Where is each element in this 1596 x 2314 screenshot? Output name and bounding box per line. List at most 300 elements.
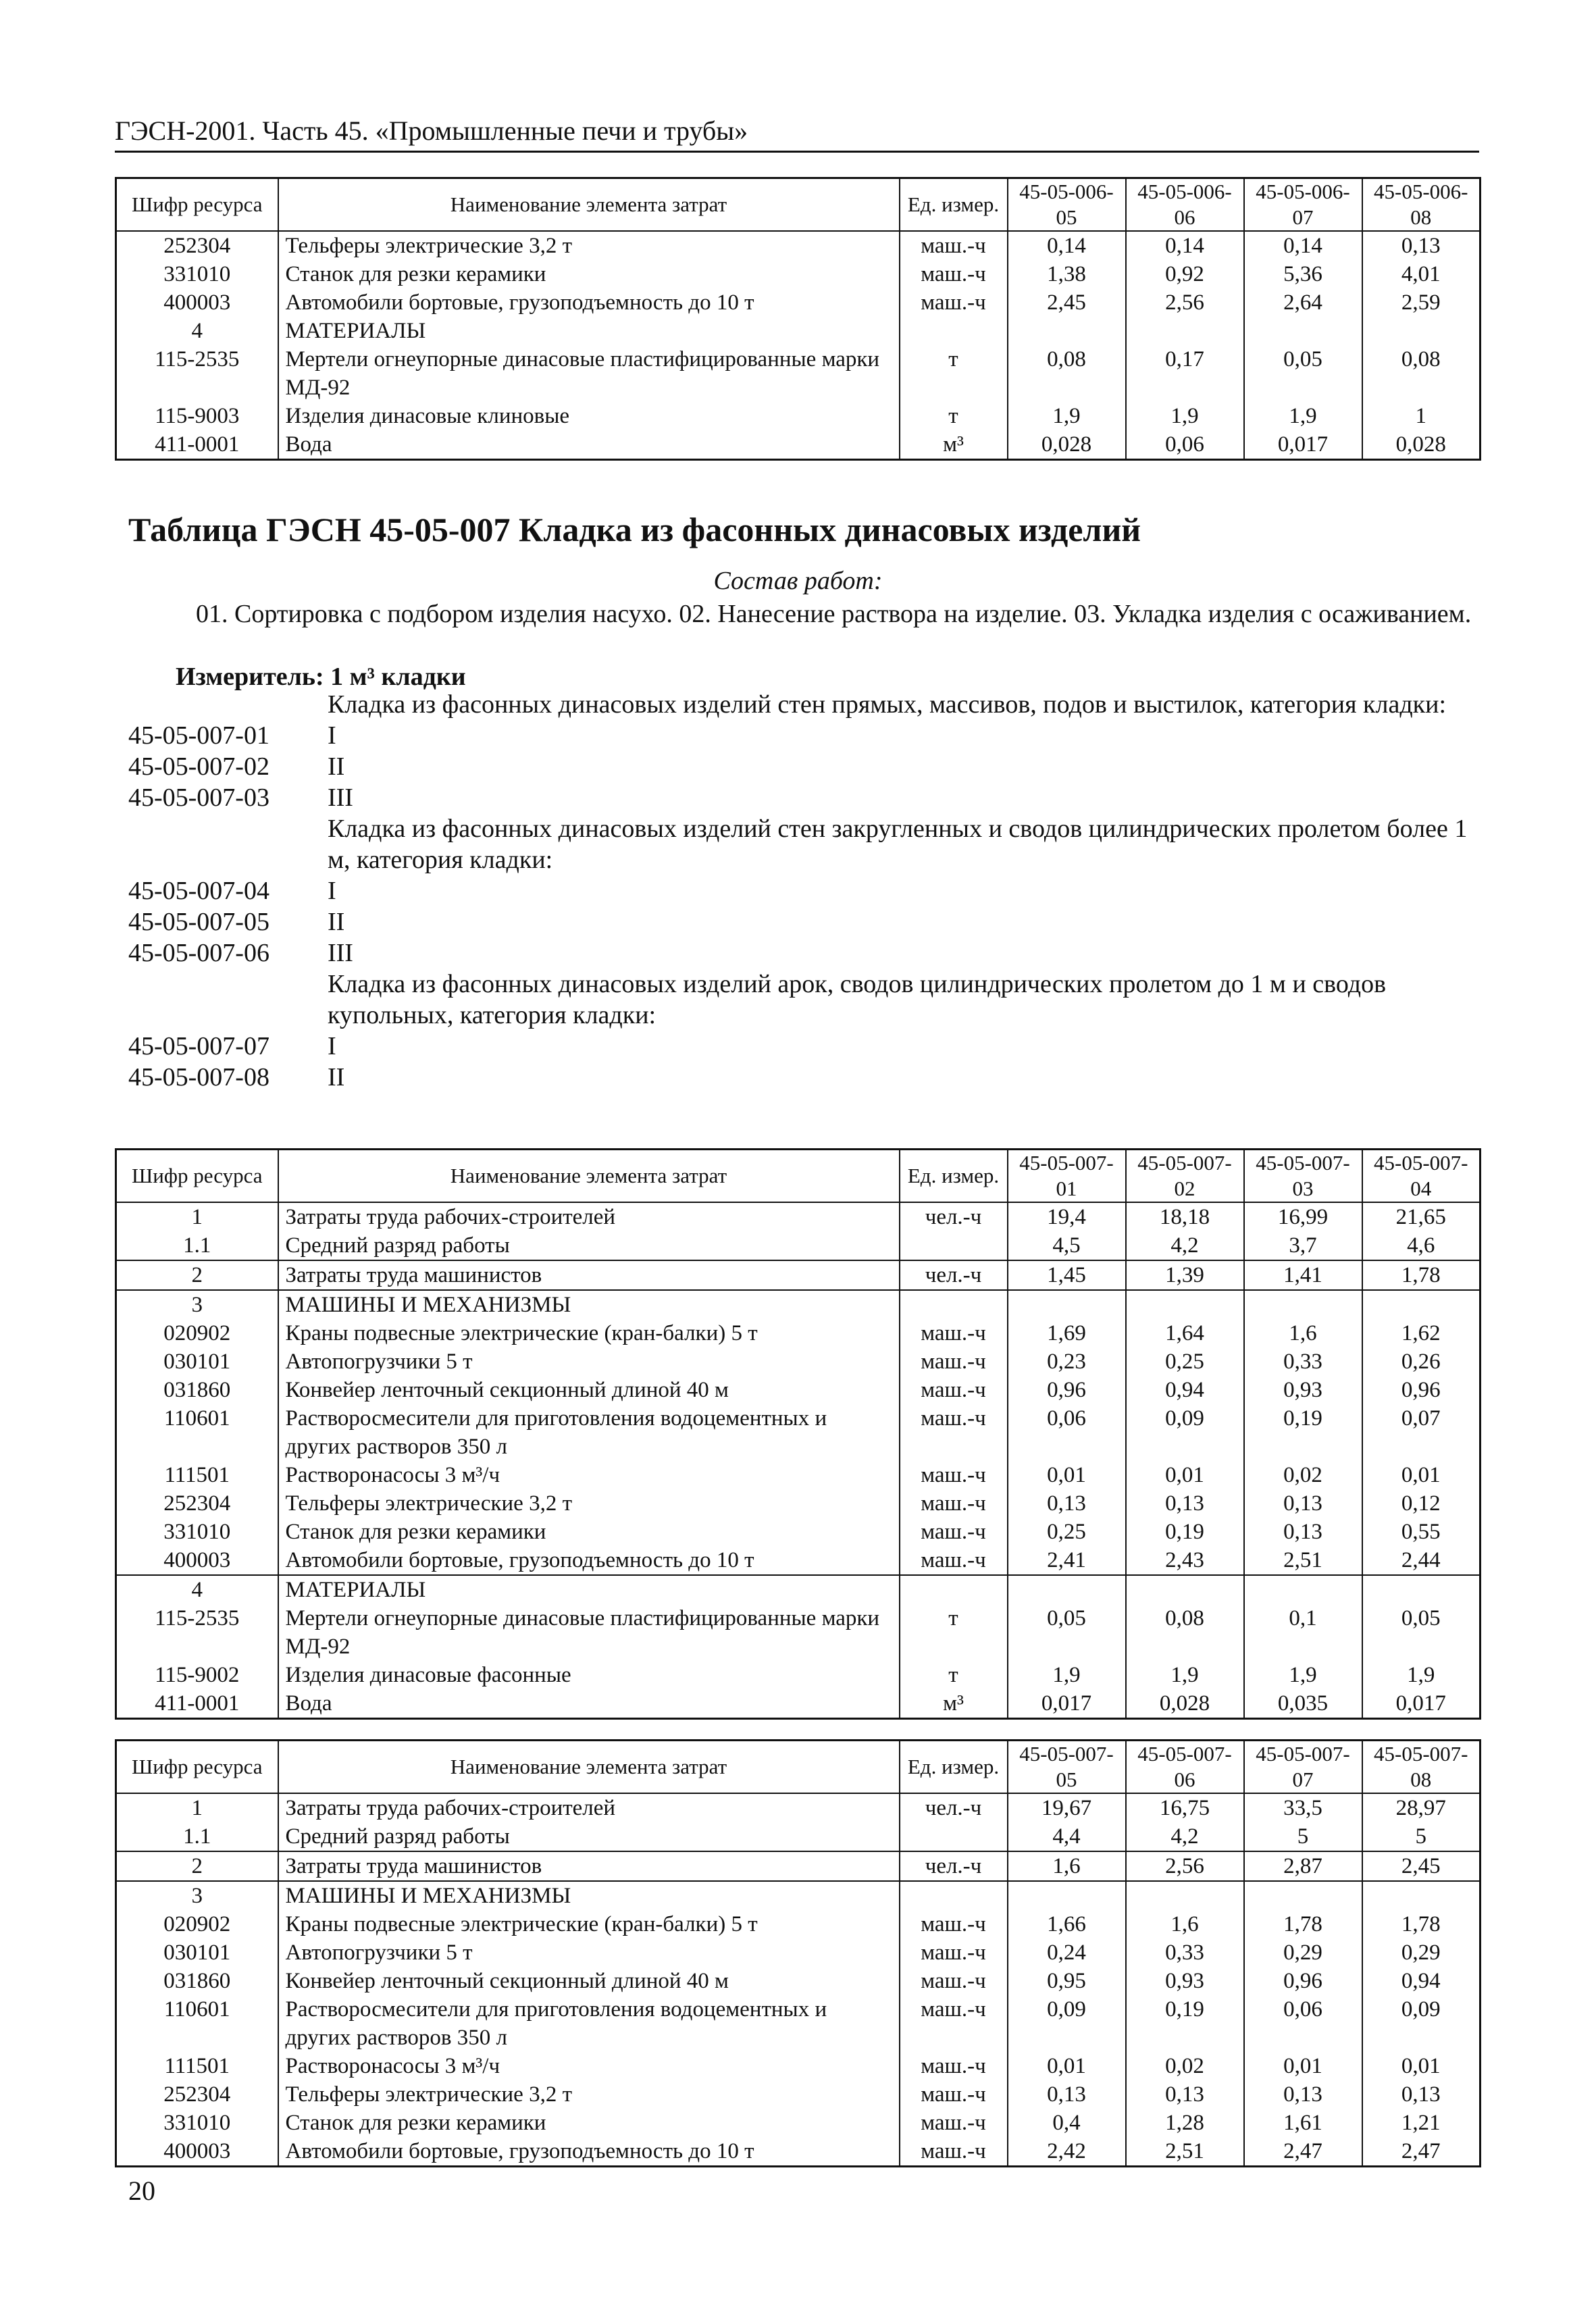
cell-value: 0,13 xyxy=(1126,1489,1244,1518)
norm-list xyxy=(128,689,1472,1093)
cell-code: 020902 xyxy=(116,1319,278,1347)
cell-value: 0,09 xyxy=(1362,1995,1481,2052)
cell-value: 1,21 xyxy=(1362,2109,1481,2137)
cell-code: 252304 xyxy=(116,1489,278,1518)
cell-code: 030101 xyxy=(116,1938,278,1967)
table-row xyxy=(116,1851,1481,1881)
norm-code: 45-05-007-08 xyxy=(128,1063,269,1091)
cell-value: 0,29 xyxy=(1362,1938,1481,1967)
table-row xyxy=(116,1995,1481,2052)
work-composition-text: 01. Сортировка с подбором изделия насухо. 02. Нанесение раствора на изделие. 03. Укладка изделия с осаживанием. xyxy=(196,600,1472,628)
cell-value: 19,67 xyxy=(1008,1793,1126,1822)
cell-name: Конвейер ленточный секционный длиной 40 м xyxy=(278,1967,900,1995)
cell-name: Средний разряд работы xyxy=(278,1231,900,1260)
cell-value: 2,51 xyxy=(1126,2137,1244,2167)
cell-value xyxy=(1362,317,1481,345)
table-row xyxy=(116,1793,1481,1822)
cell-unit: маш.-ч xyxy=(900,2109,1008,2137)
cell-name: Растворосмесители для приготовления водоцементных и других растворов 350 л xyxy=(278,1995,900,2052)
cell-value: 1,28 xyxy=(1126,2109,1244,2137)
cell-value: 0,93 xyxy=(1244,1376,1362,1404)
cell-value: 18,18 xyxy=(1126,1202,1244,1231)
table-row xyxy=(116,1518,1481,1546)
cell-unit: маш.-ч xyxy=(900,231,1008,260)
cell-value xyxy=(1244,1575,1362,1604)
table-row xyxy=(116,1404,1481,1461)
cell-unit: маш.-ч xyxy=(900,1404,1008,1461)
header-norm-code: 45-05-007-08 xyxy=(1362,1741,1481,1794)
cell-name: Тельферы электрические 3,2 т xyxy=(278,2080,900,2109)
cell-value: 1,78 xyxy=(1362,1260,1481,1290)
cell-value: 0,07 xyxy=(1362,1404,1481,1461)
table-row xyxy=(116,1319,1481,1347)
cell-value: 2,45 xyxy=(1362,1851,1481,1881)
cell-name: Затраты труда машинистов xyxy=(278,1851,900,1881)
cell-value: 0,017 xyxy=(1362,1689,1481,1719)
table-row xyxy=(116,1881,1481,1910)
page-number: 20 xyxy=(128,2176,155,2206)
cell-value: 0,29 xyxy=(1244,1938,1362,1967)
cell-value: 1,6 xyxy=(1008,1851,1126,1881)
table-row xyxy=(116,1489,1481,1518)
cell-unit: маш.-ч xyxy=(900,288,1008,317)
cell-value: 0,26 xyxy=(1362,1347,1481,1376)
norm-category: I xyxy=(328,1032,336,1060)
header-norm-code: 45-05-007-06 xyxy=(1126,1741,1244,1794)
cell-unit xyxy=(900,1822,1008,1851)
cell-value: 0,55 xyxy=(1362,1518,1481,1546)
cell-name: Тельферы электрические 3,2 т xyxy=(278,1489,900,1518)
cell-name: Растворосмесители для приготовления водоцементных и других растворов 350 л xyxy=(278,1404,900,1461)
norm-row xyxy=(128,875,1472,906)
cell-code: 1.1 xyxy=(116,1231,278,1260)
table-row xyxy=(116,1202,1481,1231)
cell-value: 0,94 xyxy=(1126,1376,1244,1404)
header-norm-code: 45-05-006-06 xyxy=(1126,178,1244,232)
norm-category: III xyxy=(328,939,353,967)
header-norm-code: 45-05-007-07 xyxy=(1244,1741,1362,1794)
cell-name: Краны подвесные электрические (кран-балки) 5 т xyxy=(278,1319,900,1347)
unit-of-measure: Измеритель: 1 м³ кладки xyxy=(176,663,466,691)
cell-value: 1,41 xyxy=(1244,1260,1362,1290)
table-row xyxy=(116,1822,1481,1851)
cell-name: Тельферы электрические 3,2 т xyxy=(278,231,900,260)
running-head: ГЭСН-2001. Часть 45. «Промышленные печи и трубы» xyxy=(115,115,1479,153)
cell-value: 0,13 xyxy=(1362,2080,1481,2109)
cell-code: 331010 xyxy=(116,260,278,288)
cell-value: 1,9 xyxy=(1008,1661,1126,1689)
cell-value: 5 xyxy=(1362,1822,1481,1851)
cell-value xyxy=(1126,1290,1244,1319)
table-title: Таблица ГЭСН 45-05-007 Кладка из фасонных динасовых изделий xyxy=(128,511,1141,548)
cell-unit: маш.-ч xyxy=(900,1910,1008,1938)
cell-unit: маш.-ч xyxy=(900,2080,1008,2109)
cell-name: Станок для резки керамики xyxy=(278,260,900,288)
cell-unit: маш.-ч xyxy=(900,1518,1008,1546)
norm-category: I xyxy=(328,877,336,905)
cell-unit: маш.-ч xyxy=(900,1319,1008,1347)
norm-category: III xyxy=(328,783,353,812)
cell-value: 0,96 xyxy=(1244,1967,1362,1995)
cell-value: 0,017 xyxy=(1008,1689,1126,1719)
cell-value: 0,19 xyxy=(1244,1404,1362,1461)
cell-unit xyxy=(900,1881,1008,1910)
cell-name: Вода xyxy=(278,430,900,460)
norm-group-description: Кладка из фасонных динасовых изделий стен прямых, массивов, подов и выстилок, категория кладки: xyxy=(328,690,1447,719)
cell-value: 0,028 xyxy=(1126,1689,1244,1719)
cell-value: 0,08 xyxy=(1126,1604,1244,1661)
table-row xyxy=(116,1461,1481,1489)
norm-category: II xyxy=(328,752,345,781)
cell-value: 0,13 xyxy=(1362,231,1481,260)
cell-code: 030101 xyxy=(116,1347,278,1376)
cell-code: 111501 xyxy=(116,1461,278,1489)
cell-value: 0,01 xyxy=(1008,1461,1126,1489)
cell-value: 0,01 xyxy=(1008,2052,1126,2080)
table-row xyxy=(116,1376,1481,1404)
cell-value xyxy=(1008,317,1126,345)
header-code: Шифр ресурса xyxy=(116,1741,278,1794)
cell-value: 0,05 xyxy=(1008,1604,1126,1661)
cell-unit: маш.-ч xyxy=(900,1938,1008,1967)
header-name: Наименование элемента затрат xyxy=(278,1150,900,1203)
cell-code: 031860 xyxy=(116,1376,278,1404)
cell-value: 0,23 xyxy=(1008,1347,1126,1376)
table-row xyxy=(116,1546,1481,1575)
cell-unit: т xyxy=(900,1661,1008,1689)
cell-value: 0,96 xyxy=(1008,1376,1126,1404)
cell-value: 4,2 xyxy=(1126,1822,1244,1851)
cell-unit xyxy=(900,317,1008,345)
table-row xyxy=(116,402,1481,430)
cell-value: 1,9 xyxy=(1126,402,1244,430)
cell-value: 0,06 xyxy=(1126,430,1244,460)
cell-value: 0,1 xyxy=(1244,1604,1362,1661)
cell-code: 115-9003 xyxy=(116,402,278,430)
cell-code: 115-2535 xyxy=(116,1604,278,1661)
header-norm-code: 45-05-007-03 xyxy=(1244,1150,1362,1203)
cell-unit: т xyxy=(900,402,1008,430)
cell-value xyxy=(1008,1575,1126,1604)
cell-value: 0,06 xyxy=(1008,1404,1126,1461)
cell-code: 411-0001 xyxy=(116,430,278,460)
cell-name: Изделия динасовые фасонные xyxy=(278,1661,900,1689)
cell-value: 0,05 xyxy=(1362,1604,1481,1661)
cell-code: 331010 xyxy=(116,1518,278,1546)
cell-name: МАШИНЫ И МЕХАНИЗМЫ xyxy=(278,1881,900,1910)
table-row xyxy=(116,1290,1481,1319)
cell-value: 33,5 xyxy=(1244,1793,1362,1822)
cell-name: Автопогрузчики 5 т xyxy=(278,1347,900,1376)
cell-name: Станок для резки керамики xyxy=(278,1518,900,1546)
cell-value: 2,42 xyxy=(1008,2137,1126,2167)
header-name: Наименование элемента затрат xyxy=(278,1741,900,1794)
cell-value: 5 xyxy=(1244,1822,1362,1851)
cell-value xyxy=(1008,1290,1126,1319)
cell-unit: т xyxy=(900,1604,1008,1661)
cell-value: 4,5 xyxy=(1008,1231,1126,1260)
cell-unit: маш.-ч xyxy=(900,1461,1008,1489)
cell-value: 1,38 xyxy=(1008,260,1126,288)
norm-row xyxy=(128,1031,1472,1062)
cell-value: 1,45 xyxy=(1008,1260,1126,1290)
cell-unit xyxy=(900,1290,1008,1319)
cell-code: 2 xyxy=(116,1260,278,1290)
cell-value: 0,05 xyxy=(1244,345,1362,402)
table-row xyxy=(116,2109,1481,2137)
cell-code: 411-0001 xyxy=(116,1689,278,1719)
cell-code: 252304 xyxy=(116,231,278,260)
table-row xyxy=(116,317,1481,345)
work-composition-heading: Состав работ: xyxy=(713,567,883,595)
cell-code: 331010 xyxy=(116,2109,278,2137)
norm-row xyxy=(128,720,1472,751)
cell-code: 1.1 xyxy=(116,1822,278,1851)
table-row xyxy=(116,260,1481,288)
table-row xyxy=(116,2137,1481,2167)
cell-code: 111501 xyxy=(116,2052,278,2080)
table-row xyxy=(116,1231,1481,1260)
cell-value: 0,01 xyxy=(1362,2052,1481,2080)
norm-category: II xyxy=(328,1063,345,1091)
cell-code: 4 xyxy=(116,1575,278,1604)
norm-category: II xyxy=(328,908,345,936)
cell-name: Затраты труда рабочих-строителей xyxy=(278,1202,900,1231)
cell-name: Растворонасосы 3 м³/ч xyxy=(278,1461,900,1489)
cell-code: 400003 xyxy=(116,2137,278,2167)
cell-value: 1,6 xyxy=(1126,1910,1244,1938)
cell-name: Автомобили бортовые, грузоподъемность до 10 т xyxy=(278,2137,900,2167)
header-norm-code: 45-05-006-08 xyxy=(1362,178,1481,232)
norm-code: 45-05-007-01 xyxy=(128,721,269,750)
cell-value: 2,64 xyxy=(1244,288,1362,317)
cell-value xyxy=(1362,1290,1481,1319)
norm-code: 45-05-007-05 xyxy=(128,908,269,936)
cell-code: 400003 xyxy=(116,1546,278,1575)
cell-name: Мертели огнеупорные динасовые пластифицированные марки МД-92 xyxy=(278,345,900,402)
cell-unit: маш.-ч xyxy=(900,1489,1008,1518)
cell-value: 1,9 xyxy=(1008,402,1126,430)
cell-value: 1,61 xyxy=(1244,2109,1362,2137)
cell-value: 1,9 xyxy=(1362,1661,1481,1689)
cell-value: 1,62 xyxy=(1362,1319,1481,1347)
cell-value: 0,17 xyxy=(1126,345,1244,402)
header-norm-code: 45-05-006-05 xyxy=(1008,178,1126,232)
cell-unit: маш.-ч xyxy=(900,1967,1008,1995)
cell-code: 252304 xyxy=(116,2080,278,2109)
cell-value: 1,69 xyxy=(1008,1319,1126,1347)
cell-unit: маш.-ч xyxy=(900,1376,1008,1404)
cell-unit: маш.-ч xyxy=(900,1995,1008,2052)
cell-unit: маш.-ч xyxy=(900,1347,1008,1376)
cell-value: 0,13 xyxy=(1244,1518,1362,1546)
cell-value: 0,12 xyxy=(1362,1489,1481,1518)
cell-value: 0,09 xyxy=(1008,1995,1126,2052)
cell-value: 1,78 xyxy=(1244,1910,1362,1938)
cell-value: 0,94 xyxy=(1362,1967,1481,1995)
cell-value: 0,33 xyxy=(1126,1938,1244,1967)
table-row xyxy=(116,1661,1481,1689)
norm-code: 45-05-007-02 xyxy=(128,752,269,781)
cell-name: Изделия динасовые клиновые xyxy=(278,402,900,430)
cell-value: 0,25 xyxy=(1008,1518,1126,1546)
cell-name: Средний разряд работы xyxy=(278,1822,900,1851)
norm-category: I xyxy=(328,721,336,750)
header-code: Шифр ресурса xyxy=(116,1150,278,1203)
header-norm-code: 45-05-007-01 xyxy=(1008,1150,1126,1203)
cell-value: 0,02 xyxy=(1244,1461,1362,1489)
cell-code: 110601 xyxy=(116,1404,278,1461)
cell-name: Затраты труда машинистов xyxy=(278,1260,900,1290)
header-unit: Ед. измер. xyxy=(900,1150,1008,1203)
cell-value: 0,09 xyxy=(1126,1404,1244,1461)
cell-value: 0,19 xyxy=(1126,1518,1244,1546)
norm-row xyxy=(128,906,1472,937)
table-row xyxy=(116,1967,1481,1995)
table-row xyxy=(116,2080,1481,2109)
header-norm-code: 45-05-007-05 xyxy=(1008,1741,1126,1794)
cell-name: МАТЕРИАЛЫ xyxy=(278,1575,900,1604)
cell-value xyxy=(1244,1290,1362,1319)
table-row xyxy=(116,1910,1481,1938)
cell-value: 4,6 xyxy=(1362,1231,1481,1260)
cell-value: 0,13 xyxy=(1244,2080,1362,2109)
table-row xyxy=(116,1347,1481,1376)
cell-value: 0,95 xyxy=(1008,1967,1126,1995)
table-row xyxy=(116,1260,1481,1290)
cell-value: 0,01 xyxy=(1244,2052,1362,2080)
cell-value: 0,02 xyxy=(1126,2052,1244,2080)
cell-code: 020902 xyxy=(116,1910,278,1938)
header-norm-code: 45-05-007-02 xyxy=(1126,1150,1244,1203)
cell-code: 3 xyxy=(116,1290,278,1319)
cell-value: 4,2 xyxy=(1126,1231,1244,1260)
norm-code: 45-05-007-07 xyxy=(128,1032,269,1060)
cell-value: 2,44 xyxy=(1362,1546,1481,1575)
cell-unit: чел.-ч xyxy=(900,1851,1008,1881)
cell-value: 16,75 xyxy=(1126,1793,1244,1822)
cell-unit: м³ xyxy=(900,430,1008,460)
cell-name: МАТЕРИАЛЫ xyxy=(278,317,900,345)
cell-value: 0,13 xyxy=(1008,1489,1126,1518)
cell-code: 2 xyxy=(116,1851,278,1881)
cell-unit: маш.-ч xyxy=(900,1546,1008,1575)
cell-value: 28,97 xyxy=(1362,1793,1481,1822)
cell-name: МАШИНЫ И МЕХАНИЗМЫ xyxy=(278,1290,900,1319)
cell-value: 0,13 xyxy=(1008,2080,1126,2109)
cell-value: 1,64 xyxy=(1126,1319,1244,1347)
cell-value: 0,14 xyxy=(1244,231,1362,260)
cell-value xyxy=(1362,1881,1481,1910)
table-row xyxy=(116,345,1481,402)
cell-unit xyxy=(900,1231,1008,1260)
cell-value: 1,39 xyxy=(1126,1260,1244,1290)
norm-row xyxy=(128,1062,1472,1093)
cell-value: 0,017 xyxy=(1244,430,1362,460)
norm-code: 45-05-007-03 xyxy=(128,783,269,812)
cell-value: 0,96 xyxy=(1362,1376,1481,1404)
cell-value xyxy=(1362,1575,1481,1604)
cell-value: 1,66 xyxy=(1008,1910,1126,1938)
cell-value: 1,9 xyxy=(1244,1661,1362,1689)
cell-value: 0,01 xyxy=(1126,1461,1244,1489)
cell-name: Вода xyxy=(278,1689,900,1719)
norm-group-description: Кладка из фасонных динасовых изделий арок, сводов цилиндрических пролетом до 1 м и сводов купольных, категория кладки: xyxy=(328,970,1387,1029)
cell-value: 21,65 xyxy=(1362,1202,1481,1231)
cell-name: Краны подвесные электрические (кран-балки) 5 т xyxy=(278,1910,900,1938)
table-row xyxy=(116,1604,1481,1661)
cell-value xyxy=(1244,317,1362,345)
cell-value: 16,99 xyxy=(1244,1202,1362,1231)
cell-value: 1,78 xyxy=(1362,1910,1481,1938)
cell-code: 031860 xyxy=(116,1967,278,1995)
cell-value: 4,01 xyxy=(1362,260,1481,288)
cell-value: 19,4 xyxy=(1008,1202,1126,1231)
norm-row xyxy=(128,751,1472,782)
resource-table-007-01-04 xyxy=(115,1148,1481,1720)
cell-unit: чел.-ч xyxy=(900,1202,1008,1231)
cell-unit: т xyxy=(900,345,1008,402)
cell-value: 5,36 xyxy=(1244,260,1362,288)
resource-table-007-05-08 xyxy=(115,1739,1481,2167)
cell-name: Автомобили бортовые, грузоподъемность до 10 т xyxy=(278,288,900,317)
cell-value: 0,13 xyxy=(1126,2080,1244,2109)
norm-row xyxy=(128,937,1472,969)
cell-value: 0,4 xyxy=(1008,2109,1126,2137)
table-row xyxy=(116,1575,1481,1604)
cell-value: 3,7 xyxy=(1244,1231,1362,1260)
cell-unit xyxy=(900,1575,1008,1604)
cell-value: 0,08 xyxy=(1008,345,1126,402)
norm-code: 45-05-007-06 xyxy=(128,939,269,967)
norm-group-description: Кладка из фасонных динасовых изделий стен закругленных и сводов цилиндрических пролетом более 1 м, категория кладки: xyxy=(328,815,1468,874)
cell-value: 4,4 xyxy=(1008,1822,1126,1851)
cell-name: Мертели огнеупорные динасовые пластифицированные марки МД-92 xyxy=(278,1604,900,1661)
cell-value: 0,13 xyxy=(1244,1489,1362,1518)
header-unit: Ед. измер. xyxy=(900,178,1008,232)
cell-name: Станок для резки керамики xyxy=(278,2109,900,2137)
cell-unit: маш.-ч xyxy=(900,2052,1008,2080)
cell-value: 0,93 xyxy=(1126,1967,1244,1995)
cell-code: 115-9002 xyxy=(116,1661,278,1689)
cell-code: 115-2535 xyxy=(116,345,278,402)
cell-unit: чел.-ч xyxy=(900,1793,1008,1822)
cell-value: 0,19 xyxy=(1126,1995,1244,2052)
cell-name: Растворонасосы 3 м³/ч xyxy=(278,2052,900,2080)
cell-value: 2,45 xyxy=(1008,288,1126,317)
cell-name: Конвейер ленточный секционный длиной 40 м xyxy=(278,1376,900,1404)
cell-name: Автомобили бортовые, грузоподъемность до 10 т xyxy=(278,1546,900,1575)
cell-value: 1 xyxy=(1362,402,1481,430)
table-row xyxy=(116,2052,1481,2080)
cell-value: 0,25 xyxy=(1126,1347,1244,1376)
cell-code: 400003 xyxy=(116,288,278,317)
norm-row xyxy=(128,782,1472,813)
cell-unit: маш.-ч xyxy=(900,260,1008,288)
cell-value: 0,24 xyxy=(1008,1938,1126,1967)
cell-value: 0,028 xyxy=(1008,430,1126,460)
cell-value xyxy=(1244,1881,1362,1910)
cell-value: 0,33 xyxy=(1244,1347,1362,1376)
header-unit: Ед. измер. xyxy=(900,1741,1008,1794)
cell-value: 0,035 xyxy=(1244,1689,1362,1719)
cell-value: 0,92 xyxy=(1126,260,1244,288)
cell-code: 3 xyxy=(116,1881,278,1910)
cell-unit: маш.-ч xyxy=(900,2137,1008,2167)
cell-value: 2,43 xyxy=(1126,1546,1244,1575)
cell-unit: чел.-ч xyxy=(900,1260,1008,1290)
cell-name: Автопогрузчики 5 т xyxy=(278,1938,900,1967)
